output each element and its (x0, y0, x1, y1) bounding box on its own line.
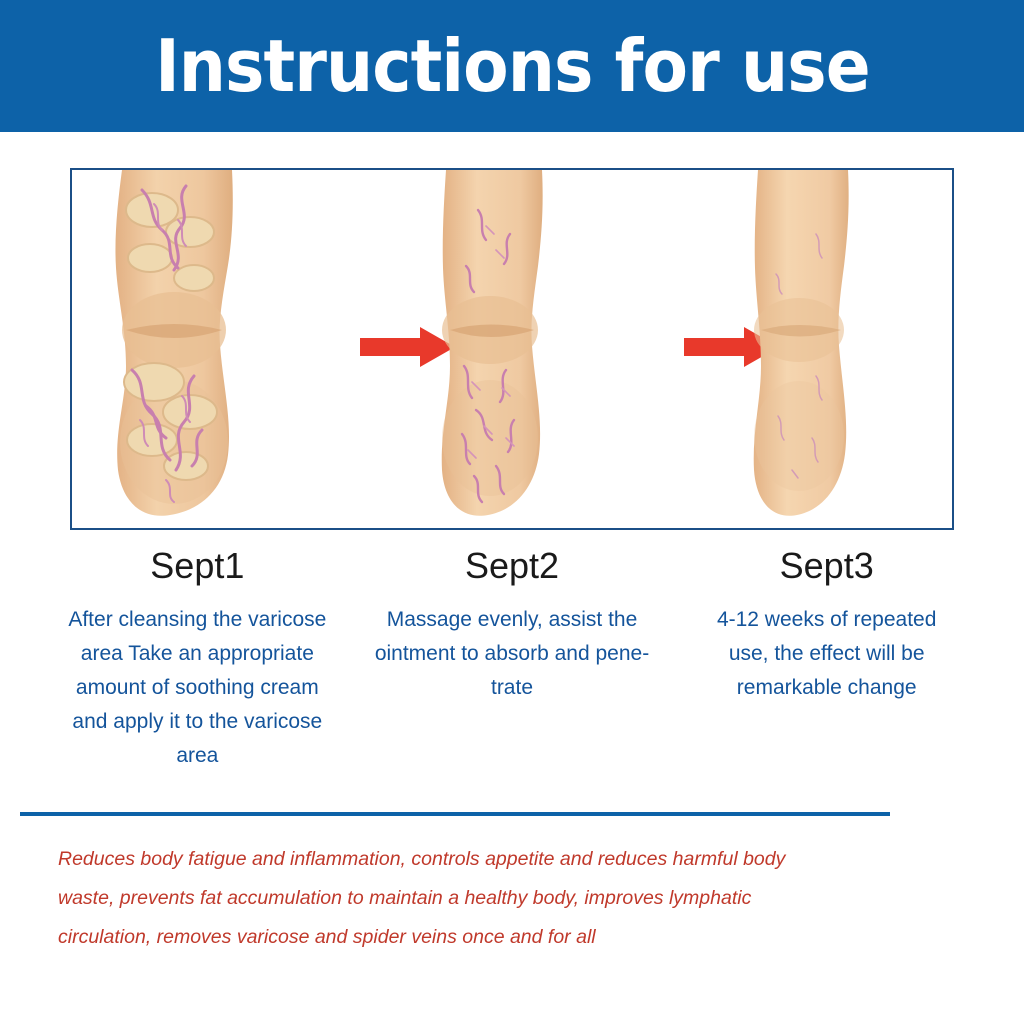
leg-moderate-spider-veins (402, 170, 652, 528)
step-2-body: Massage evenly, assist the ointment to absorb and pene-trate (374, 608, 650, 700)
step-3 (669, 545, 984, 773)
section-divider (20, 812, 890, 816)
leg-severe-varicose-veins (82, 170, 332, 528)
step-2-title: Sept2 (464, 545, 560, 586)
step-3-title: Sept3 (779, 545, 874, 586)
step-1-title: Sept1 (150, 545, 245, 586)
footer-note: Reduces body fatigue and inflammation, controls appetite and reduces harmful body waste, prevents fat accumulation to maintain a healthy body, improves lymphatic circulation, removes varicose and spider veins once and for all (58, 848, 786, 948)
step-1-body: After cleansing the varicose area Take an appropriate amount of soothing cream and apply it to the varicose area (68, 608, 327, 768)
step-3-body: 4-12 weeks of repeated use, the effect will be remarkable change (716, 608, 937, 700)
illustration-panel (70, 168, 954, 530)
header-banner (0, 0, 1024, 132)
leg-clear-skin (712, 170, 954, 528)
page-title: Instructions for use (154, 24, 870, 108)
steps-row (40, 545, 984, 773)
step-2 (355, 545, 670, 773)
step-1 (40, 545, 355, 773)
